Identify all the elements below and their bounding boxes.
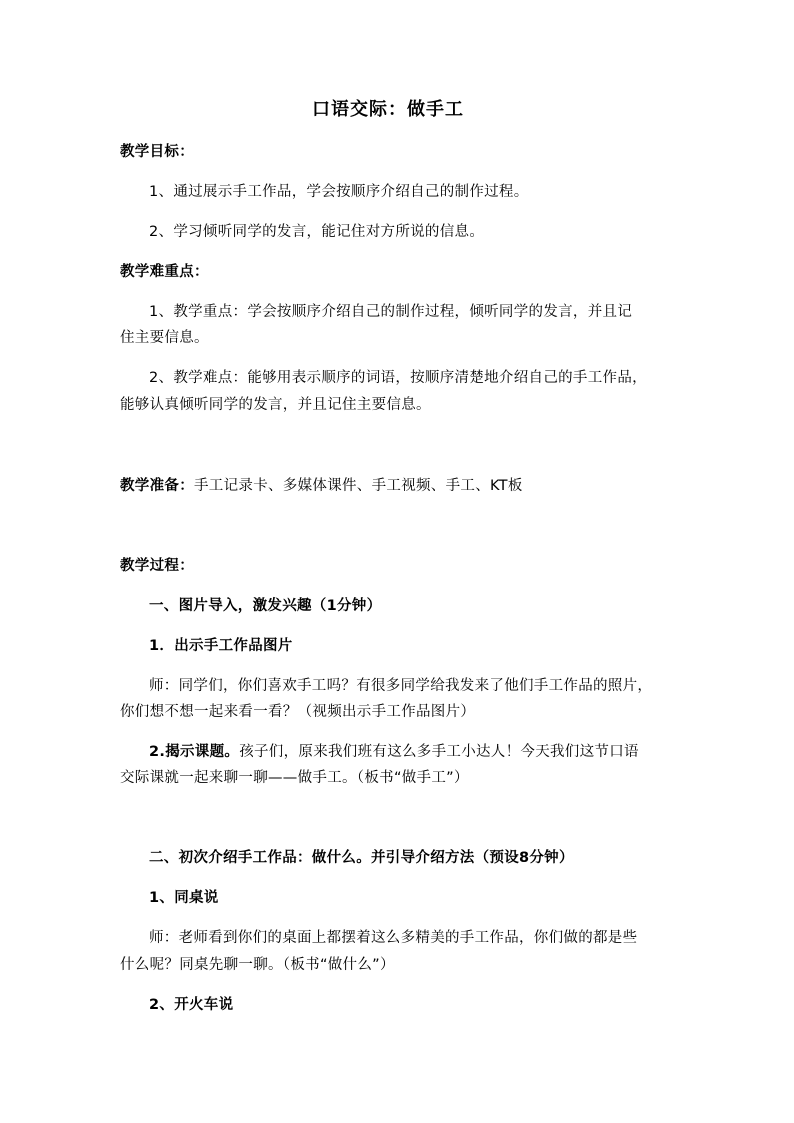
section-2-heading: 二、初次介绍手工作品：做什么。并引导介绍方法（预设8分钟）: [149, 850, 574, 866]
preparation-line: [120, 476, 523, 496]
section-1-heading: 一、图片导入，激发兴趣（1分钟）: [149, 598, 382, 614]
page-title: 口语交际：做手工: [312, 99, 464, 120]
key-point-2-line-2: 能够认真倾听同学的发言，并且记住主要信息。: [120, 397, 431, 413]
section-1-para-2-line-2: 交际课就一起来聊一聊——做手工。（板书“做手工”）: [120, 770, 469, 786]
section-1-para-1-line-1: 师：同学们，你们喜欢手工吗？有很多同学给我发来了他们手工作品的照片，: [149, 678, 653, 694]
key-points-heading: 教学难重点：: [120, 264, 209, 280]
objective-item-1: 1、通过展示手工作品，学会按顺序介绍自己的制作过程。: [149, 184, 529, 200]
section-1-para-2-text: 孩子们，原来我们班有这么多手工小达人！今天我们这节口语: [239, 744, 639, 760]
section-1-para-1-line-2: 你们想不想一起来看一看？（视频出示手工作品图片）: [120, 704, 476, 720]
section-1-para-2-line-1: [149, 742, 639, 762]
section-2-para-1-line-2: 什么呢？同桌先聊一聊。（板书“做什么”）: [120, 957, 395, 973]
section-2-para-1-line-1: 师：老师看到你们的桌面上都摆着这么多精美的手工作品，你们做的都是些: [149, 930, 638, 946]
key-point-1-line-2: 住主要信息。: [120, 330, 209, 346]
section-1-sub-1: 1．出示手工作品图片: [149, 638, 293, 654]
objectives-heading: 教学目标：: [120, 144, 194, 160]
preparation-label: 教学准备：: [120, 478, 194, 494]
key-point-2-line-1: 2、教学难点：能够用表示顺序的词语，按顺序清楚地介绍自己的手工作品，: [149, 370, 647, 386]
section-1-para-2-lead: 2.揭示课题。: [149, 744, 240, 760]
section-2-sub-1: 1、同桌说: [149, 890, 219, 906]
preparation-text: 手工记录卡、多媒体课件、手工视频、手工、KT板: [194, 478, 523, 494]
key-point-1-line-1: 1、教学重点：学会按顺序介绍自己的制作过程，倾听同学的发言，并且记: [149, 304, 633, 320]
objective-item-2: 2、学习倾听同学的发言，能记住对方所说的信息。: [149, 224, 485, 240]
process-heading: 教学过程：: [120, 558, 194, 574]
section-2-sub-2: 2、开火车说: [149, 997, 234, 1013]
